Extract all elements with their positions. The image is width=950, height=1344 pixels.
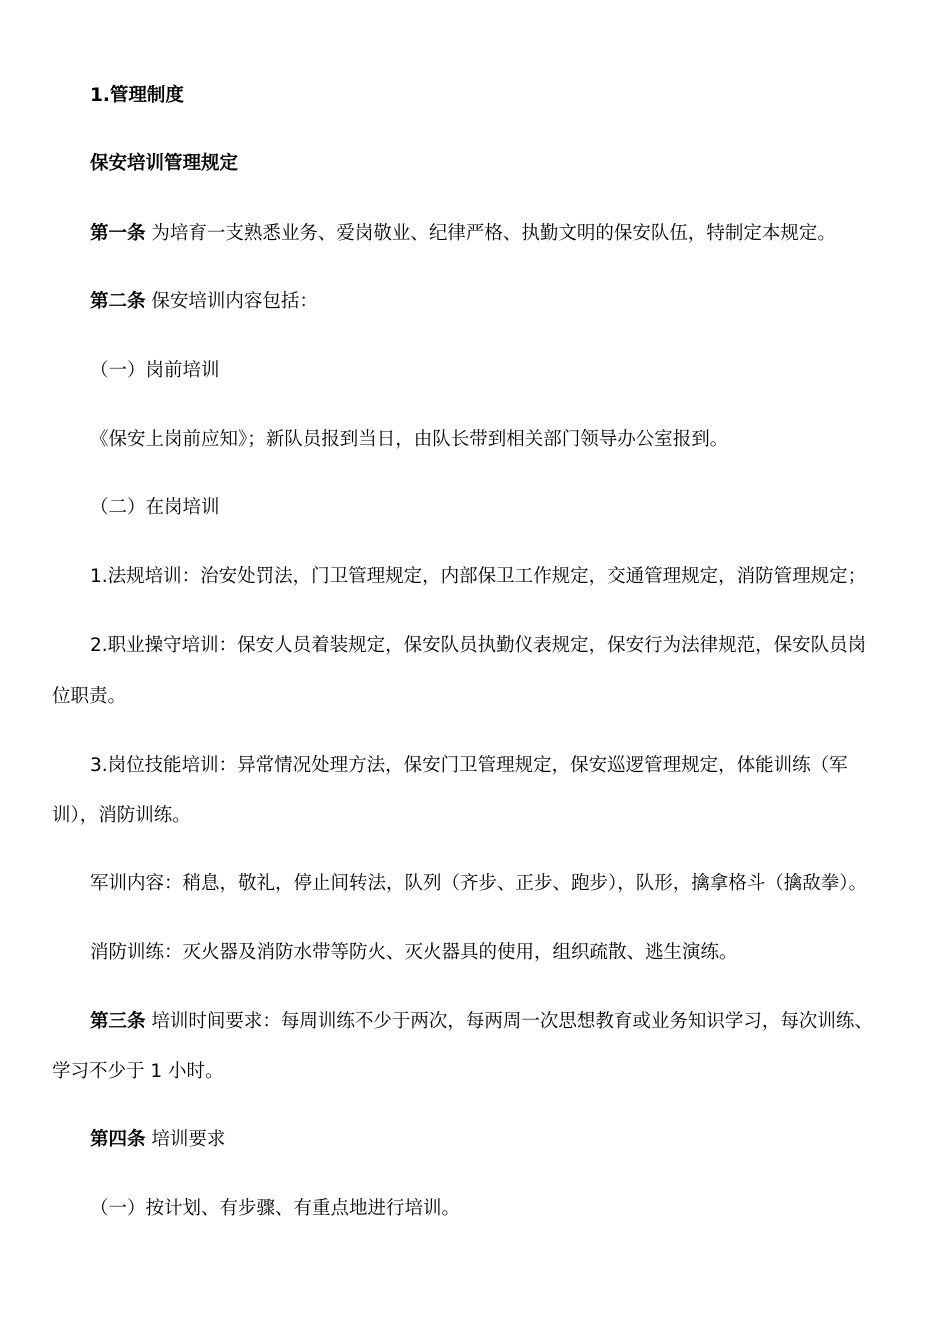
article-1 [90, 220, 836, 248]
military-training-text: 军训内容：稍息，敬礼，停止间转法，队列（齐步、正步、跑步），队形，擒拿格斗（擒敌拳）。 [90, 873, 868, 894]
article-1-text: 为培育一支熟悉业务、爱岗敬业、纪律严格、执勤文明的保安队伍，特制定本规定。 [145, 223, 836, 244]
on-job-item-3-line-1: 3.岗位技能培训：异常情况处理方法，保安门卫管理规定，保安巡逻管理规定，体能训练（军 [90, 755, 848, 776]
article-3-label: 第三条 [90, 1011, 146, 1032]
article-3-line-1 [90, 1008, 873, 1036]
article-4-text: 培训要求 [145, 1129, 226, 1150]
article-2-text: 保安培训内容包括： [145, 291, 318, 312]
document-title: 保安培训管理规定 [90, 153, 239, 174]
on-job-item-2-line-2: 位职责。 [52, 686, 127, 707]
article-3-line-2: 学习不少于 1 小时。 [52, 1061, 224, 1082]
article-3-text: 培训时间要求：每周训练不少于两次，每两周一次思想教育或业务知识学习，每次训练、 [145, 1011, 873, 1032]
on-job-heading: （二）在岗培训 [90, 497, 220, 518]
section-heading: 1.管理制度 [90, 85, 184, 106]
article-1-label: 第一条 [90, 223, 146, 244]
article-4-label: 第四条 [90, 1129, 146, 1150]
on-job-item-3-line-2: 训），消防训练。 [52, 805, 191, 826]
pre-job-heading: （一）岗前培训 [90, 360, 220, 381]
on-job-item-1: 1.法规培训：治安处罚法，门卫管理规定，内部保卫工作规定，交通管理规定，消防管理规定； [90, 566, 867, 587]
article-4 [90, 1126, 225, 1154]
pre-job-text: 《保安上岗前应知》；新队员报到当日，由队长带到相关部门领导办公室报到。 [90, 429, 729, 450]
article-2-label: 第二条 [90, 291, 146, 312]
on-job-item-2-line-1: 2.职业操守培训：保安人员着装规定，保安队员执勤仪表规定，保安行为法律规范，保安队员岗 [90, 635, 867, 656]
article-4-item-1: （一）按计划、有步骤、有重点地进行培训。 [90, 1198, 461, 1219]
article-2 [90, 288, 318, 316]
fire-training-text: 消防训练：灭火器及消防水带等防火、灭火器具的使用，组织疏散、逃生演练。 [90, 942, 738, 963]
